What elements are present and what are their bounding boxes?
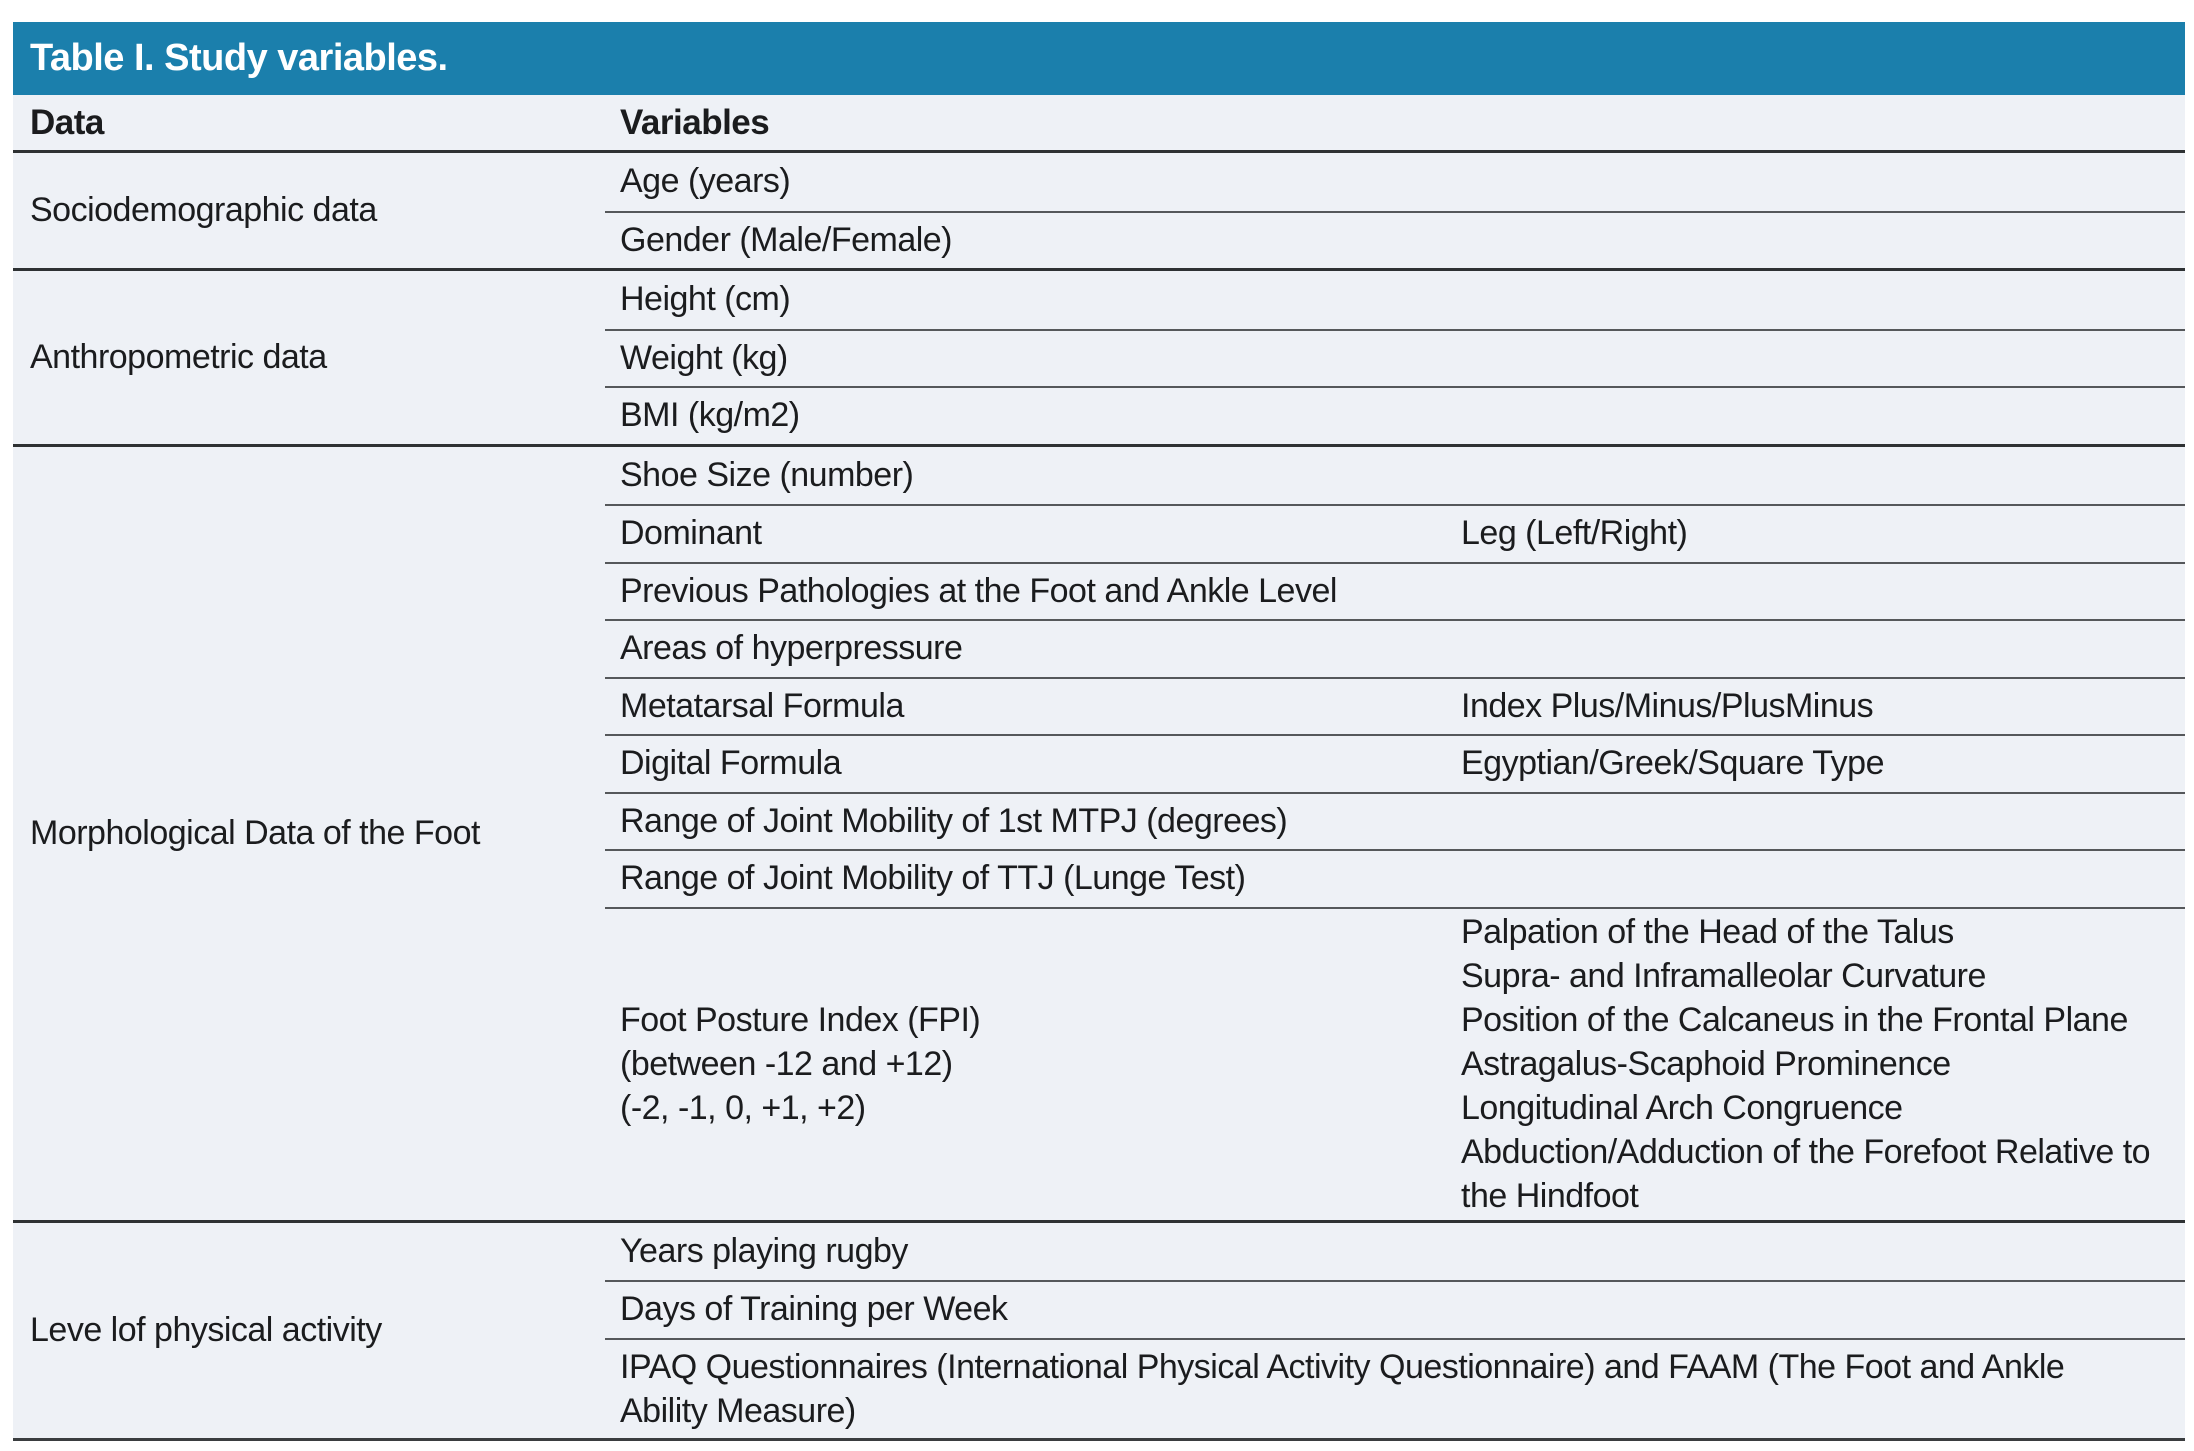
table-row [605,619,2185,677]
variable-text: Gender (Male/Female) [620,220,953,259]
table-row [605,271,2185,329]
detail-cell [1461,909,2185,1220]
table-row [605,907,2185,1220]
variable-text: Dominant [620,514,762,553]
detail-line: Abduction/Adduction of the Forefoot Relative to the Hindfoot [1461,1133,2151,1215]
variable-cell [605,909,1461,1220]
table-title: Table I. Study variables. [30,37,448,79]
table-row [605,792,2185,850]
variable-cell [605,1340,2185,1438]
table-group [13,444,2185,1220]
detail-line: Supra- and Inframalleolar Curvature [1461,957,1986,995]
group-label [13,271,605,444]
group-label-text: Morphological Data of the Foot [30,813,480,852]
variable-cell [605,447,2185,505]
variable-cell [605,1223,2185,1281]
variable-text: IPAQ Questionnaires (International Physical Activity Questionnaire) and FAAM (The Foot and Ankle Ability Measure) [620,1347,2065,1430]
group-rows [605,271,2185,444]
table-group [13,1220,2185,1438]
table-row [605,329,2185,387]
variable-cell [605,1282,2185,1338]
variable-cell [605,679,1461,735]
table-row [605,447,2185,505]
variable-text: Range of Joint Mobility of 1st MTPJ (degrees) [620,801,1288,840]
table-row [605,1338,2185,1438]
table-row [605,849,2185,907]
variable-cell [605,271,2185,329]
variable-cell [605,153,2185,211]
variable-cell [605,736,1461,792]
variable-text: Height (cm) [620,280,791,319]
table-row [605,1280,2185,1338]
detail-line: Longitudinal Arch Congruence [1461,1089,1903,1127]
detail-line: Position of the Calcaneus in the Frontal Plane [1461,1001,2128,1039]
detail-line: Palpation of the Head of the Talus [1461,913,1954,951]
variable-text: Days of Training per Week [620,1290,1008,1329]
detail-text: Leg (Left/Right) [1461,514,1688,553]
detail-text: Index Plus/Minus/PlusMinus [1461,686,1874,725]
table-header-row [13,95,2185,153]
variable-line: (between -12 and +12) [620,1045,953,1083]
variable-cell [605,331,2185,387]
variable-text: Weight (kg) [620,338,788,377]
group-label [13,153,605,268]
variable-text: Areas of hyperpressure [620,629,963,668]
detail-text: Egyptian/Greek/Square Type [1461,744,1884,783]
variable-text: Digital Formula [620,744,842,783]
variable-cell [605,388,2185,444]
group-label [13,1223,605,1438]
variable-cell [605,794,2185,850]
table-group [13,268,2185,444]
table-row [605,211,2185,269]
table-row [605,504,2185,562]
variable-cell [605,506,1461,562]
variable-text: Shoe Size (number) [620,455,914,494]
table-row [605,562,2185,620]
column-header-variables: Variables [620,102,770,142]
variable-text: Metatarsal Formula [620,686,904,725]
group-rows [605,153,2185,268]
variable-cell [605,621,2185,677]
table-row [605,386,2185,444]
detail-cell [1461,736,2185,792]
group-rows [605,1223,2185,1438]
detail-cell [1461,506,2185,562]
table-group [13,153,2185,268]
group-label [13,447,605,1220]
variable-text: Previous Pathologies at the Foot and Ankle Level [620,571,1337,610]
table-body [13,153,2185,1438]
column-header-data: Data [30,102,104,142]
table-row [605,153,2185,211]
group-label-text: Anthropometric data [30,337,327,376]
variable-line: (-2, -1, 0, +1, +2) [620,1089,866,1127]
variable-text: Years playing rugby [620,1231,908,1270]
variable-line: Foot Posture Index (FPI) [620,1001,981,1039]
table-row [605,1223,2185,1281]
table-row [605,734,2185,792]
study-variables-table [13,22,2185,1441]
group-rows [605,447,2185,1220]
variable-cell [605,213,2185,269]
variable-cell [605,564,2185,620]
variable-text: Range of Joint Mobility of TTJ (Lunge Test) [620,859,1246,898]
variable-text: BMI (kg/m2) [620,396,800,435]
detail-cell [1461,679,2185,735]
variable-cell [605,851,2185,907]
variable-text: Age (years) [620,162,791,201]
detail-line: Astragalus-Scaphoid Prominence [1461,1045,1951,1083]
table-title-bar [13,22,2185,95]
group-label-text: Sociodemographic data [30,191,377,229]
group-label-text: Leve lof physical activity [30,1310,382,1349]
table-row [605,677,2185,735]
